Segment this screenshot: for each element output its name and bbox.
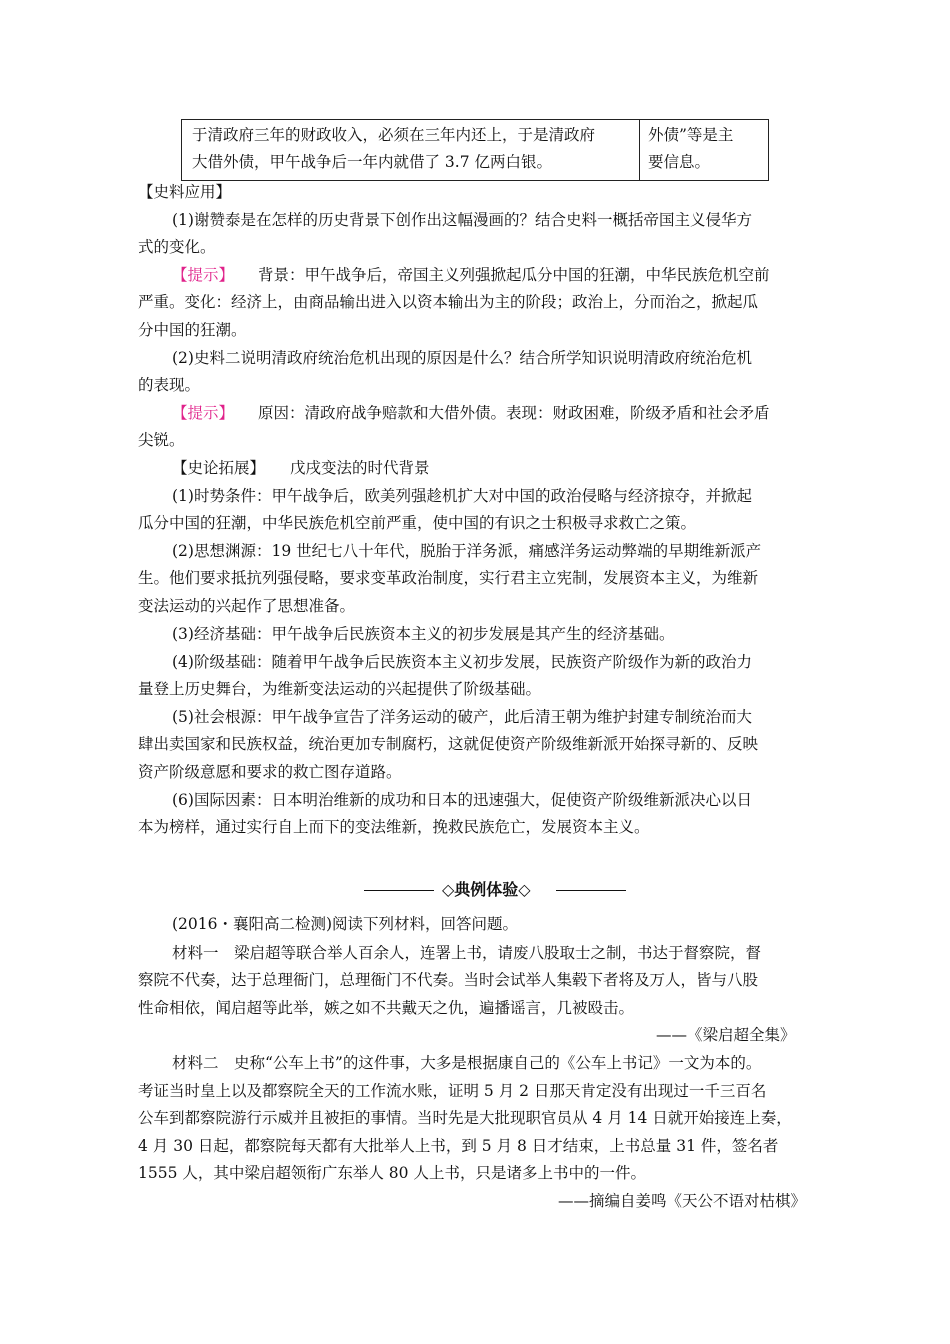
question-line: 的表现。 [138, 376, 201, 394]
material-line: 1555 人，其中梁启超领衔广东举人 80 人上书，只是诸多上书中的一件。 [138, 1164, 646, 1182]
body-line: (4)阶级基础：随着甲午战争后民族资本主义初步发展，民族资产阶级作为新的政治力 [172, 653, 752, 671]
material-line: 考证当时皇上以及都察院全天的工作流水账，证明 5 月 2 日那天肯定没有出现过一千三百名 [138, 1082, 767, 1100]
material-line: 材料一 梁启超等联合举人百余人，连署上书，请废八股取士之制，书达于督察院，督 [172, 944, 762, 962]
answer-line: 分中国的狂潮。 [138, 321, 247, 339]
question-line: (2)史料二说明清政府统治危机出现的原因是什么？结合所学知识说明清政府统治危机 [172, 349, 752, 367]
body-line: (5)社会根源：甲午战争宣告了洋务运动的破产，此后清王朝为维护封建专制统治而大 [172, 708, 752, 726]
table-text-line: 要信息。 [648, 153, 711, 171]
heading-rule-left [364, 890, 434, 891]
table-text-line: 外债”等是主 [648, 126, 734, 144]
body-line: (2)思想渊源：19 世纪七八十年代，脱胎于洋务派，痛感洋务运动弊端的早期维新派产 [172, 542, 762, 560]
table-text-line: 大借外债，甲午战争后一年内就借了 3.7 亿两白银。 [192, 153, 553, 171]
section-heading-shiliao: 【史料应用】 [138, 183, 232, 201]
answer-line: 背景：甲午战争后，帝国主义列强掀起瓜分中国的狂潮，中华民族危机空前 [258, 266, 770, 284]
body-line: 本为榜样，通过实行自上而下的变法维新，挽救民族危亡，发展资本主义。 [138, 818, 650, 836]
section-heading-example [364, 879, 626, 901]
body-line: 生。他们要求抵抗列强侵略，要求变革政治制度，实行君主立宪制，发展资本主义，为维新 [138, 569, 759, 587]
hint-tag: 【提示】 [172, 404, 235, 422]
material-source: ——《梁启超全集》 [656, 1026, 796, 1044]
answer-line: 尖锐。 [138, 431, 185, 449]
material-line: 性命相依，闻启超等此举，嫉之如不共戴天之仇，遍播谣言，几被殴击。 [138, 999, 635, 1017]
material-line: 4 月 30 日起，都察院每天都有大批举人上书，到 5 月 8 日才结束，上书总量 31 件，签名者 [138, 1137, 779, 1155]
heading-title: ◇典例体验◇ [442, 880, 531, 899]
body-line: 肆出卖国家和民族权益，统治更加专制腐朽，这就促使资产阶级维新派开始探寻新的、反映 [138, 735, 759, 753]
table-text-line: 于清政府三年的财政收入，必须在三年内还上，于是清政府 [192, 126, 596, 144]
body-line: (3)经济基础：甲午战争后民族资本主义的初步发展是其产生的经济基础。 [172, 625, 675, 643]
example-intro: (2016・襄阳高二检测)阅读下列材料，回答问题。 [172, 915, 519, 933]
body-line: 量登上历史舞台，为维新变法运动的兴起提供了阶级基础。 [138, 680, 542, 698]
question-line: 式的变化。 [138, 238, 216, 256]
section-heading-shilun: 【史论拓展】 [172, 459, 266, 477]
body-line: 资产阶级意愿和要求的救亡图存道路。 [138, 763, 402, 781]
question-line: (1)谢赞泰是在怎样的历史背景下创作出这幅漫画的？结合史料一概括帝国主义侵华方 [172, 211, 752, 229]
answer-line: 原因：清政府战争赔款和大借外债。表现：财政困难，阶级矛盾和社会矛盾 [258, 404, 770, 422]
material-line: 察院不代奏，达于总理衙门，总理衙门不代奏。当时会试举人集毂下者将及万人，皆与八股 [138, 971, 759, 989]
section-subtitle: 戊戌变法的时代背景 [290, 459, 430, 477]
table-cell-note [640, 120, 768, 180]
heading-rule-right [556, 890, 626, 891]
material-line: 材料二 史称“公车上书”的这件事，大多是根据康自己的《公车上书记》一文为本的。 [172, 1054, 762, 1072]
hint-tag: 【提示】 [172, 266, 235, 284]
table-cell-material [182, 120, 640, 180]
body-line: (1)时势条件：甲午战争后，欧美列强趁机扩大对中国的政治侵略与经济掠夺，并掀起 [172, 487, 752, 505]
answer-line: 严重。变化：经济上，由商品输出进入以资本输出为主的阶段；政治上，分而治之，掀起瓜 [138, 293, 759, 311]
body-line: 变法运动的兴起作了思想准备。 [138, 597, 356, 615]
source-table [181, 119, 769, 181]
body-line: 瓜分中国的狂潮，中华民族危机空前严重，使中国的有识之士积极寻求救亡之策。 [138, 514, 697, 532]
body-line: (6)国际因素：日本明治维新的成功和日本的迅速强大，促使资产阶级维新派决心以日 [172, 791, 752, 809]
material-line: 公车到都察院游行示威并且被拒的事情。当时先是大批现职官员从 4 月 14 日就开始接连上奏， [138, 1109, 792, 1127]
material-source: ——摘编自姜鸣《天公不语对枯棋》 [558, 1192, 807, 1210]
